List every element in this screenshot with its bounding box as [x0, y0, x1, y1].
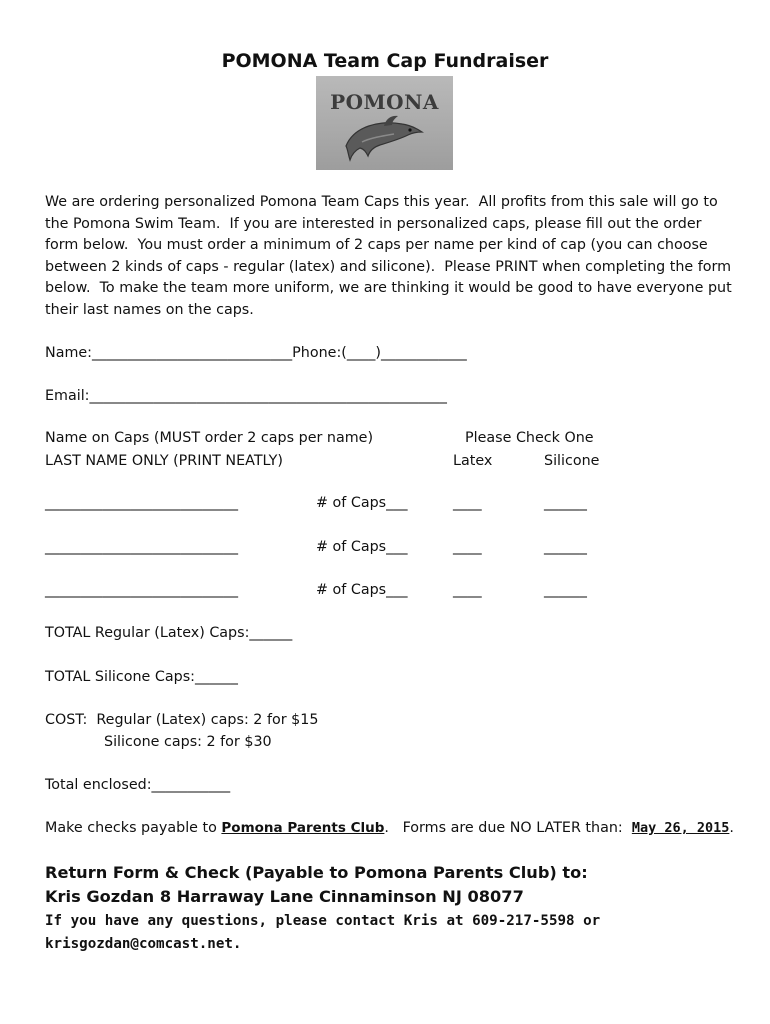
- latex-checkbox[interactable]: ____: [453, 582, 482, 598]
- last-name-only-label: LAST NAME ONLY (PRINT NEATLY): [45, 453, 283, 469]
- cost-silicone-line: Silicone caps: 2 for $30: [104, 734, 272, 750]
- logo-text: POMONA: [330, 90, 439, 114]
- silicone-column-header: Silicone: [544, 453, 600, 469]
- due-date: May 26, 2015: [631, 820, 730, 836]
- payable-middle: . Forms are due NO LATER than:: [384, 820, 632, 836]
- latex-checkbox[interactable]: ____: [453, 495, 482, 511]
- name-on-caps-label: Name on Caps (MUST order 2 caps per name): [45, 430, 374, 446]
- num-caps-field[interactable]: # of Caps___: [316, 495, 408, 511]
- intro-line: below. To make the team more uniform, we are thinking it would be good to have everyone put: [45, 280, 732, 297]
- num-caps-field[interactable]: # of Caps___: [316, 539, 408, 555]
- intro-line: their last names on the caps.: [45, 301, 254, 318]
- silicone-checkbox[interactable]: ______: [544, 495, 587, 511]
- cap-name-field[interactable]: ___________________________: [45, 495, 239, 511]
- questions-line: If you have any questions, please contact Kris at 609-217-5598 or: [45, 913, 601, 929]
- intro-line: between 2 kinds of caps - regular (latex) and silicone). Please PRINT when completing the form: [45, 258, 732, 275]
- dolphin-icon: [340, 112, 430, 166]
- pomona-logo: [316, 76, 453, 170]
- payable-club: Pomona Parents Club: [221, 820, 385, 836]
- total-silicone-field[interactable]: TOTAL Silicone Caps:______: [45, 669, 238, 685]
- num-caps-field[interactable]: # of Caps___: [316, 582, 408, 598]
- cap-name-field[interactable]: ___________________________: [45, 582, 239, 598]
- return-address: Kris Gozdan 8 Harraway Lane Cinnaminson NJ 08077: [45, 887, 524, 906]
- silicone-checkbox[interactable]: ______: [544, 582, 587, 598]
- intro-line: form below. You must order a minimum of 2 caps per name per kind of cap (you can choose: [45, 237, 708, 254]
- intro-line: the Pomona Swim Team. If you are interested in personalized caps, please fill out the order: [45, 215, 702, 232]
- cost-latex-line: COST: Regular (Latex) caps: 2 for $15: [45, 712, 319, 728]
- intro-paragraph: [45, 192, 735, 322]
- contact-email: krisgozdan@comcast.net.: [45, 936, 242, 952]
- cap-name-field[interactable]: ___________________________: [45, 539, 239, 555]
- return-heading: Return Form & Check (Payable to Pomona Parents Club) to:: [45, 863, 588, 882]
- intro-line: We are ordering personalized Pomona Team Caps this year. All profits from this sale will go to: [45, 194, 718, 210]
- name-phone-field[interactable]: Name:____________________________Phone:(____)____________: [45, 345, 467, 361]
- payable-suffix: .: [729, 820, 734, 836]
- silicone-checkbox[interactable]: ______: [544, 539, 587, 555]
- latex-column-header: Latex: [453, 453, 493, 469]
- total-enclosed-field[interactable]: Total enclosed:___________: [45, 777, 231, 793]
- email-field[interactable]: Email:__________________________________________________: [45, 388, 447, 404]
- total-latex-field[interactable]: TOTAL Regular (Latex) Caps:______: [45, 625, 293, 641]
- payable-prefix: Make checks payable to: [45, 820, 222, 836]
- latex-checkbox[interactable]: ____: [453, 539, 482, 555]
- payable-line: [45, 819, 734, 837]
- page-title: POMONA Team Cap Fundraiser: [221, 50, 549, 72]
- check-one-label: Please Check One: [465, 430, 594, 446]
